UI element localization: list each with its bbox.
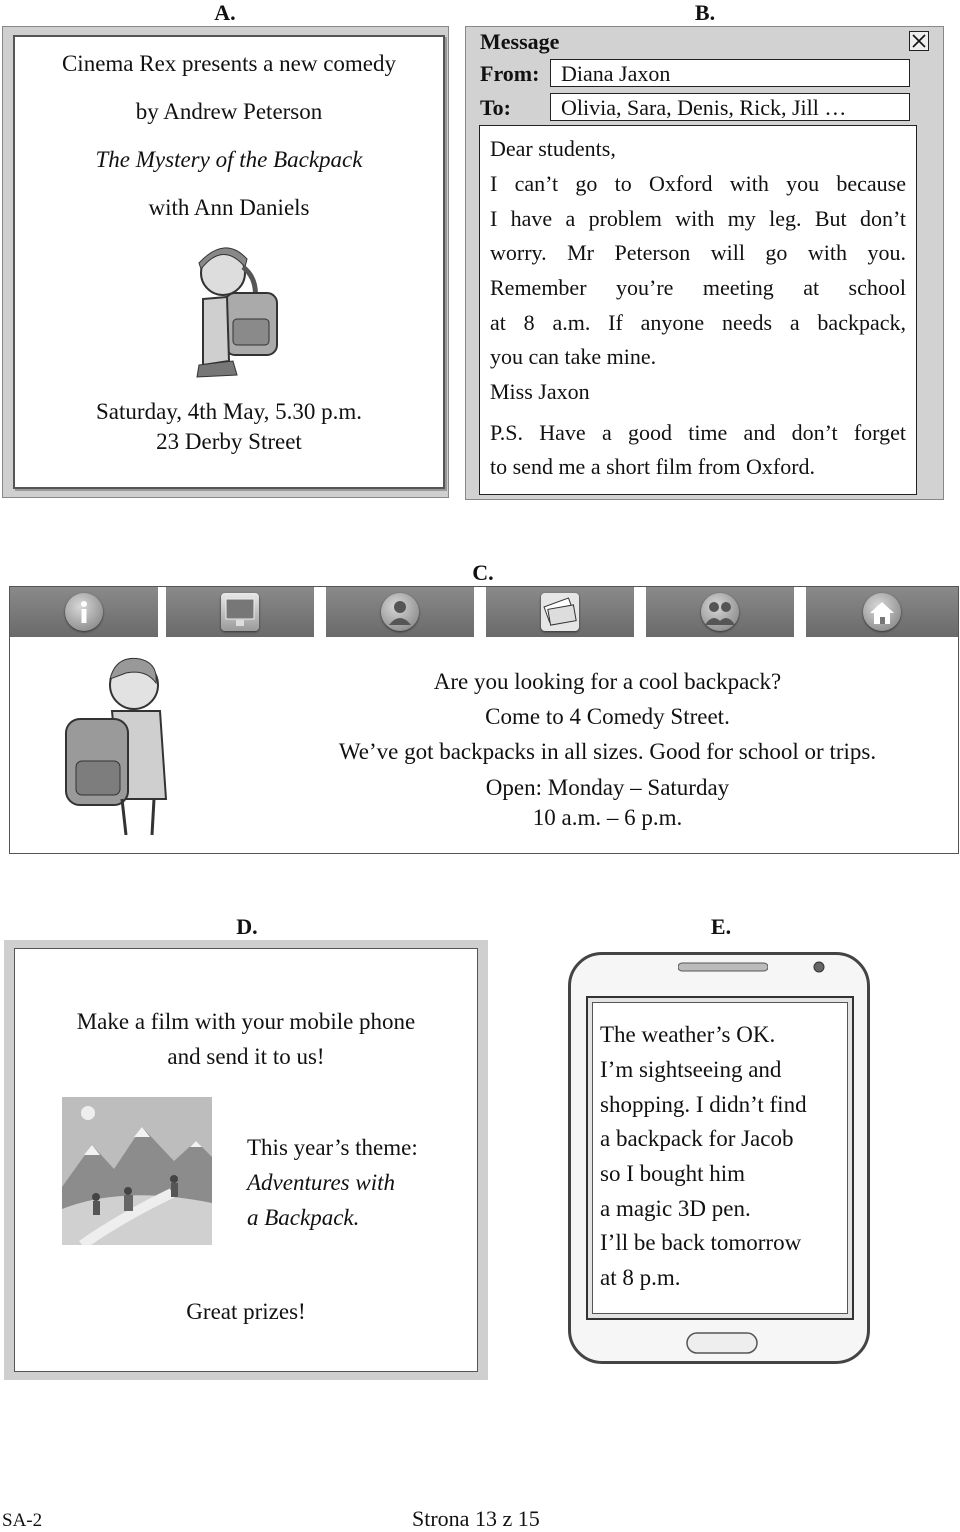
sms-line: a magic 3D pen. [600, 1196, 751, 1221]
sms-line: at 8 p.m. [600, 1265, 681, 1290]
ad-open-hours: 10 a.m. – 6 p.m. [532, 805, 683, 830]
message-line: at 8 a.m. If anyone needs a backpack, [490, 310, 906, 335]
message-line: Remember you’re meeting at school [490, 275, 906, 300]
ad-open-days: Open: Monday – Saturday [485, 775, 730, 800]
nav-button-home[interactable] [806, 587, 958, 637]
section-label-b: B. [694, 0, 716, 25]
nav-button-tickets[interactable] [486, 587, 638, 637]
nav-button-info[interactable] [10, 587, 162, 637]
poster-date: Saturday, 4th May, 5.30 p.m. [96, 399, 362, 424]
contest-line2: and send it to us! [167, 1044, 325, 1069]
contest-line1: Make a film with your mobile phone [76, 1009, 416, 1034]
page-number: Strona 13 z 15 [412, 1506, 540, 1531]
camera-icon [812, 960, 826, 974]
contest-theme-label: This year’s theme: [247, 1135, 418, 1160]
sms-line: The weather’s OK. [600, 1022, 776, 1047]
nav-bar [10, 587, 958, 637]
nav-button-group[interactable] [646, 587, 798, 637]
ad-address: Come to 4 Comedy Street. [485, 704, 730, 729]
from-label: From: [480, 61, 540, 86]
nav-button-monitor[interactable] [166, 587, 318, 637]
ad-description: We’ve got backpacks in all sizes. Good for school or trips. [338, 739, 877, 764]
message-line: worry. Mr Peterson will go with you. [490, 240, 906, 265]
ad-headline: Are you looking for a cool backpack? [433, 669, 782, 694]
message-body[interactable] [479, 125, 917, 495]
monitor-icon [221, 593, 259, 631]
close-button[interactable] [909, 31, 929, 51]
message-line: you can take mine. [490, 344, 657, 369]
poster-address: 23 Derby Street [156, 429, 302, 454]
message-line: I have a problem with my leg. But don’t [490, 206, 906, 231]
poster-film-title: The Mystery of the Backpack [95, 147, 363, 172]
section-label-d: D. [236, 914, 258, 939]
speaker-grille-icon [678, 962, 768, 974]
sms-line: I’ll be back tomorrow [600, 1230, 802, 1255]
section-label-c: C. [472, 560, 494, 585]
contest-theme-title: Adventures with [247, 1170, 395, 1195]
girl-with-backpack-illustration [181, 241, 291, 381]
film-contest-poster [4, 940, 488, 1380]
sms-line: a backpack for Jacob [600, 1126, 794, 1151]
home-icon [863, 593, 901, 631]
poster-actress: with Ann Daniels [148, 195, 310, 220]
info-icon [65, 593, 103, 631]
poster-author: by Andrew Peterson [135, 99, 323, 124]
backpack-shop-ad [9, 586, 959, 854]
message-window-title: Message [480, 29, 560, 54]
group-icon [701, 593, 739, 631]
message-signature: Miss Jaxon [490, 379, 590, 404]
nav-button-person[interactable] [326, 587, 478, 637]
footer-code: SA-2 [2, 1510, 43, 1531]
sms-line: I’m sightseeing and [600, 1057, 782, 1082]
close-icon [910, 32, 928, 50]
cinema-poster [2, 26, 449, 498]
message-line: to send me a short film from Oxford. [490, 454, 816, 479]
to-label: To: [480, 95, 511, 120]
to-field[interactable]: Olivia, Sara, Denis, Rick, Jill … [550, 93, 910, 121]
sms-line: shopping. I didn’t find [600, 1092, 807, 1117]
message-window [465, 26, 944, 500]
message-line: P.S. Have a good time and don’t forget [490, 420, 906, 445]
message-line: I can’t go to Oxford with you because [490, 171, 906, 196]
from-field[interactable]: Diana Jaxon [550, 59, 910, 87]
section-label-a: A. [214, 0, 236, 25]
section-label-e: E. [710, 914, 732, 939]
contest-prizes: Great prizes! [186, 1299, 306, 1324]
sms-line: so I bought him [600, 1161, 746, 1186]
contest-theme-title-2: a Backpack. [247, 1205, 360, 1230]
message-line: Dear students, [490, 136, 616, 161]
mountain-hikers-illustration [62, 1097, 212, 1245]
person-icon [381, 593, 419, 631]
tickets-icon [541, 593, 579, 631]
home-button-icon[interactable] [686, 1332, 758, 1354]
boy-with-backpack-illustration [56, 649, 186, 839]
poster-intro: Cinema Rex presents a new comedy [61, 51, 397, 76]
